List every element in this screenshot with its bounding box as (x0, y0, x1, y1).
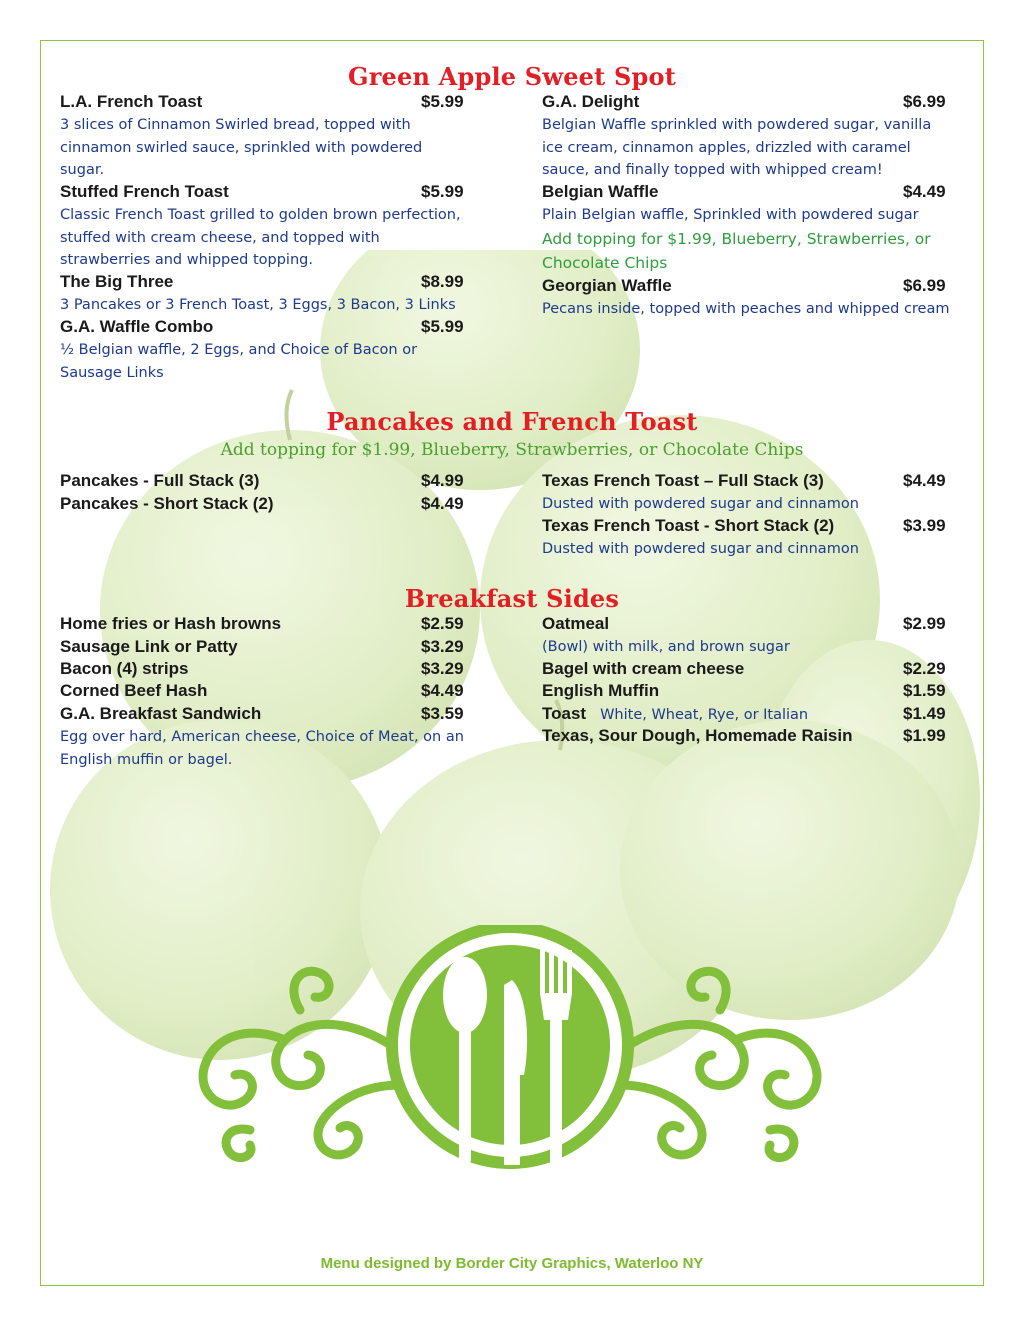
menu-item (60, 182, 472, 202)
item-description: Pecans inside, topped with peaches and whipped cream (542, 301, 950, 317)
menu-item (60, 637, 472, 657)
item-price: $4.49 (421, 681, 464, 700)
item-price: $4.49 (421, 494, 464, 513)
item-price: $3.59 (421, 704, 464, 723)
item-price: $1.99 (903, 726, 946, 745)
menu-item (60, 471, 472, 491)
item-name: Bacon (4) strips (60, 659, 189, 678)
pancakes-topping-note: Add topping for $1.99, Blueberry, Strawberries, or Chocolate Chips (220, 440, 804, 460)
menu-item (542, 182, 954, 202)
item-name: Corned Beef Hash (60, 681, 208, 700)
menu-item (60, 704, 472, 724)
item-price: $8.99 (421, 272, 464, 291)
item-price: $4.99 (421, 471, 464, 490)
menu-item (60, 317, 472, 337)
item-description: (Bowl) with milk, and brown sugar (542, 639, 790, 655)
item-name: Sausage Link or Patty (60, 637, 238, 656)
item-name: Home fries or Hash browns (60, 614, 282, 633)
menu-item (60, 272, 472, 292)
item-name: Oatmeal (542, 614, 610, 633)
footer-credit: Menu designed by Border City Graphics, Waterloo NY (320, 1255, 704, 1272)
menu-item (542, 704, 954, 724)
item-name: L.A. French Toast (60, 92, 203, 111)
section-title-pancakes: Pancakes and French Toast (326, 407, 698, 436)
item-description: Belgian Waffle sprinkled with powdered sugar, vanilla ice cream, cinnamon apples, drizzled with caramel sauce, and finally topped with whipped cream! (542, 117, 932, 178)
item-name: Georgian Waffle (542, 276, 672, 295)
item-price: $2.29 (903, 659, 946, 678)
menu-item (542, 726, 954, 746)
item-price: $3.29 (421, 659, 464, 678)
item-price: $6.99 (903, 92, 946, 111)
item-name: Stuffed French Toast (60, 182, 229, 201)
section-title-sides: Breakfast Sides (404, 584, 620, 613)
item-description: Egg over hard, American cheese, Choice of Meat, on an English muffin or bagel. (60, 729, 464, 768)
item-description: Dusted with powdered sugar and cinnamon (542, 496, 859, 512)
item-description: Dusted with powdered sugar and cinnamon (542, 541, 859, 557)
menu-item (60, 92, 472, 112)
item-description: 3 slices of Cinnamon Swirled bread, topped with cinnamon swirled sauce, sprinkled with powdered sugar. (60, 117, 423, 178)
item-price: $3.29 (421, 637, 464, 656)
item-price: $4.49 (903, 471, 946, 490)
item-name: Belgian Waffle (542, 182, 659, 201)
item-name: Texas French Toast - Short Stack (2) (542, 516, 835, 535)
item-name: Pancakes - Full Stack (3) (60, 471, 260, 490)
menu-item (542, 614, 954, 634)
item-name: Toast White, Wheat, Rye, or Italian (542, 704, 809, 723)
item-price: $5.99 (421, 92, 464, 111)
cutlery-logo-icon (190, 925, 830, 1175)
item-description: 3 Pancakes or 3 French Toast, 3 Eggs, 3 Bacon, 3 Links (60, 297, 456, 313)
restaurant-title: Green Apple Sweet Spot (348, 62, 676, 91)
toast-options: White, Wheat, Rye, or Italian (600, 707, 809, 723)
menu-item (542, 681, 954, 701)
item-name: The Big Three (60, 272, 174, 291)
item-name: Bagel with cream cheese (542, 659, 745, 678)
item-name: G.A. Waffle Combo (60, 317, 214, 336)
menu-item (60, 614, 472, 634)
item-name: Texas, Sour Dough, Homemade Raisin (542, 726, 853, 745)
menu-item (542, 471, 954, 491)
item-price: $1.49 (903, 704, 946, 723)
item-description: Classic French Toast grilled to golden brown perfection, stuffed with cream cheese, and topped with strawberries and whipped topping. (60, 207, 461, 268)
item-price: $5.99 (421, 182, 464, 201)
item-name: English Muffin (542, 681, 660, 700)
menu-item (542, 659, 954, 679)
topping-note: Add topping for $1.99, Blueberry, Strawberries, or Chocolate Chips (542, 230, 931, 272)
item-price: $6.99 (903, 276, 946, 295)
item-name: G.A. Delight (542, 92, 640, 111)
menu-item (542, 516, 954, 536)
menu-item (542, 276, 954, 296)
menu-item (542, 92, 954, 112)
item-price: $5.99 (421, 317, 464, 336)
menu-item (60, 681, 472, 701)
item-price: $2.59 (421, 614, 464, 633)
menu-item (60, 494, 472, 514)
item-price: $2.99 (903, 614, 946, 633)
item-name: Texas French Toast – Full Stack (3) (542, 471, 824, 490)
item-price: $4.49 (903, 182, 946, 201)
item-description: Plain Belgian waffle, Sprinkled with powdered sugar (542, 207, 919, 223)
item-price: $1.59 (903, 681, 946, 700)
item-price: $3.99 (903, 516, 946, 535)
item-name: Pancakes - Short Stack (2) (60, 494, 274, 513)
menu-item (60, 659, 472, 679)
item-name: G.A. Breakfast Sandwich (60, 704, 262, 723)
item-description: ½ Belgian waffle, 2 Eggs, and Choice of Bacon or Sausage Links (60, 342, 418, 381)
